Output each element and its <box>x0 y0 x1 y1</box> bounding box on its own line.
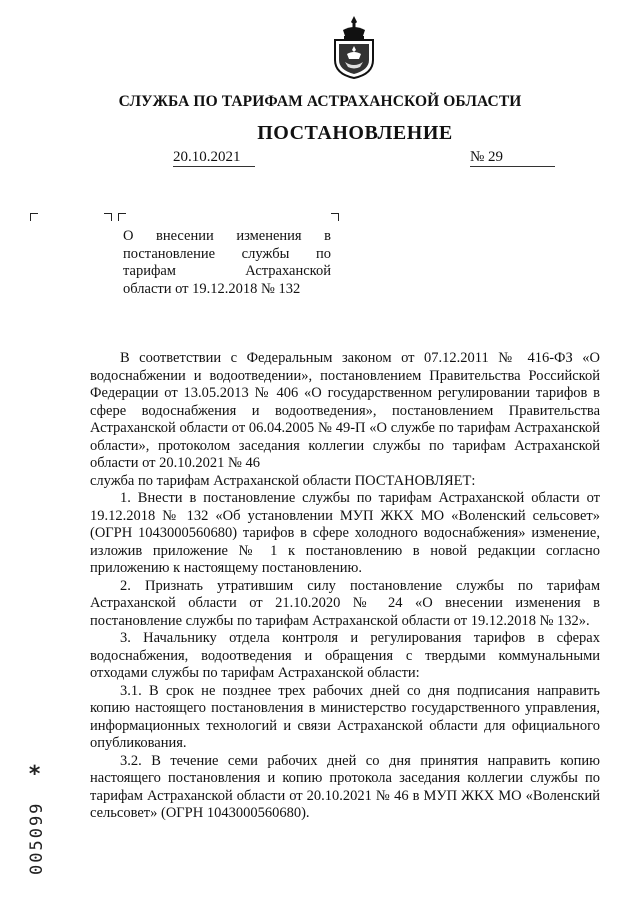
stamp-code: 005099 <box>27 801 47 875</box>
item-3-1-paragraph: 3.1. В срок не позднее трех рабочих дней со дня подписания направить копию настоящего постановления в министерство государственного управления, информационных технологий и связи Астраханской области для официального опубликования. <box>90 682 600 751</box>
item-1-paragraph: 1. Внести в постановление службы по тарифам Астраханской области от 19.12.2018 № 132 «Об установлении МУП ЖКХ МО «Воленский сельсовет» (ОГРН 1043000560680) тарифов в сфере холодного водоснабжения» изменение, изложив приложение № 1 к постановлению в новой редакции согласно приложению к настоящему постановлению. <box>90 490 600 576</box>
bracket-corner <box>104 213 112 221</box>
stamp-star: * <box>28 762 42 787</box>
item-3-paragraph: 3. Начальнику отдела контроля и регулирования тарифов в сферах водоснабжения, водоотведения и обращения с твердыми коммунальными отходами службы по тарифам Астраханской области: <box>90 630 600 681</box>
bracket-corner <box>30 213 38 221</box>
item-3-2-paragraph: 3.2. В течение семи рабочих дней со дня принятия направить копию настоящего постановления и копию протокола заседания коллегии службы по тарифам Астраханской области от 20.10.2021 № 46 в МУП ЖКХ МО «Воленский сельсовет» (ОГРН 1043000560680). <box>90 752 600 821</box>
resolves-line: служба по тарифам Астраханской области ПОСТАНОВЛЯЕТ: <box>90 472 476 489</box>
item-2-paragraph: 2. Признать утратившим силу постановление службы по тарифам Астраханской области от 21.10.2020 № 24 «О внесении изменения в постановление службы по тарифам Астраханской области от 19.12.2018 № 132». <box>90 577 600 629</box>
organization-title: СЛУЖБА ПО ТАРИФАМ АСТРАХАНСКОЙ ОБЛАСТИ <box>118 93 522 110</box>
document-number: № 29 <box>470 149 555 167</box>
subject-line: О внесении изменения в <box>123 228 331 244</box>
document-subject <box>123 228 331 298</box>
document-type-heading: ПОСТАНОВЛЕНИЕ <box>257 122 453 144</box>
bracket-corner <box>118 213 126 221</box>
subject-line: области от 19.12.2018 № 132 <box>123 280 301 297</box>
preamble-paragraph: В соответствии с Федеральным законом от 07.12.2011 № 416-ФЗ «О водоснабжении и водоотведении», постановлением Правительства Российской Федерации от 13.05.2013 № 406 «О государственном регулировании тарифов в сфере водоснабжения и водоотведения», постановлением Правительства Астраханской области от 06.04.2005 № 49-П «О службе по тарифам Астраханской области», протоколом заседания коллегии службы по тарифам Астраханской области от 20.10.2021 № 46 <box>90 350 600 471</box>
subject-line: тарифам Астраханской <box>123 263 331 279</box>
document-body <box>90 350 600 823</box>
subject-line: постановление службы по <box>123 245 331 262</box>
coat-of-arms-icon <box>331 14 377 80</box>
document-date: 20.10.2021 <box>173 149 255 167</box>
bracket-corner <box>331 213 339 221</box>
